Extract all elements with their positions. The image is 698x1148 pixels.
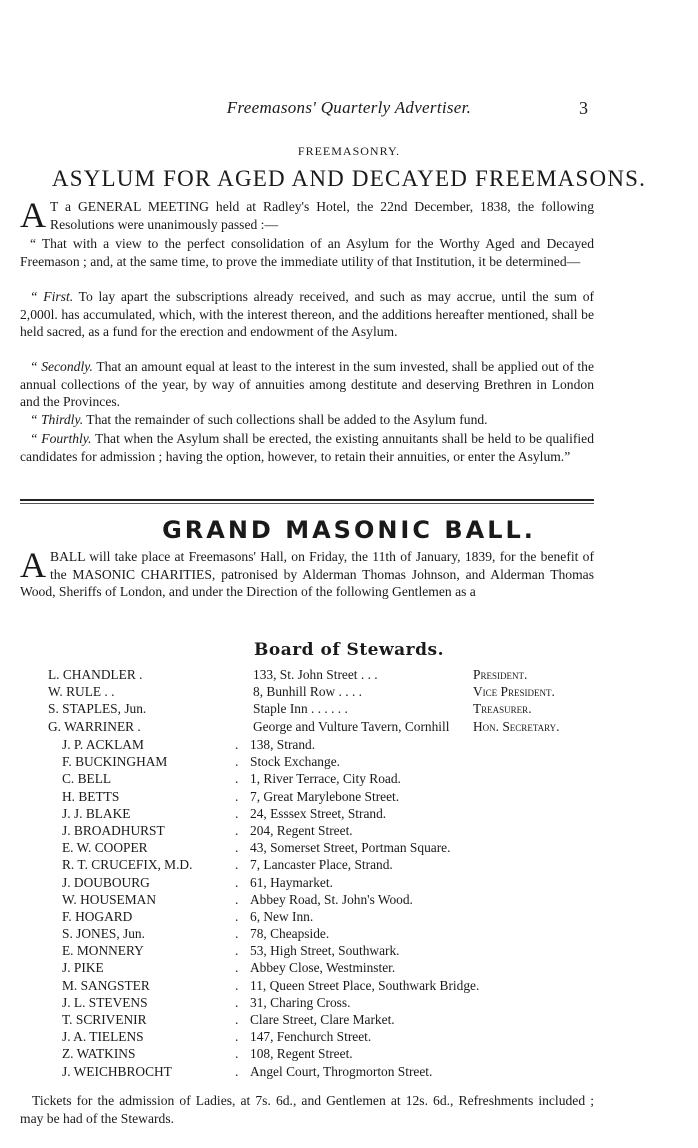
officer-address: George and Vulture Tavern, Cornhill <box>253 718 450 734</box>
resolution-second-text: That an amount equal at least to the interest in the sum invested, shall be applied out of the annual collections of the year, by way of annuities among destitute and deserving Brethren in London and the Provinces. <box>20 359 595 409</box>
section-divider-thin <box>20 503 594 504</box>
officer-office: Hon. Secretary. <box>473 718 560 734</box>
steward-address: Stock Exchange. <box>250 754 340 770</box>
steward-address: 31, Charing Cross. <box>250 994 351 1010</box>
resolution-fourth-text: That when the Asylum shall be erected, the existing annuitants shall be held to be qualified candidates for admission ; having the option, however, to retain their annuities, or enter the Asylum.” <box>20 431 594 464</box>
leader-dot: . <box>235 943 239 959</box>
leader-dot: . <box>235 1046 239 1062</box>
officer-office: Vice President. <box>473 684 555 700</box>
steward-name: W. HOUSEMAN <box>62 891 156 907</box>
leader-dot: . <box>235 840 239 856</box>
officer-name: W. RULE . . <box>48 684 115 700</box>
ball-intro <box>20 545 594 601</box>
leader-dot: . <box>235 977 239 993</box>
steward-address: 138, Strand. <box>250 737 316 752</box>
steward-name: S. JONES, Jun. <box>62 926 145 942</box>
steward-name: J. L. STEVENS <box>62 994 148 1010</box>
steward-address: Abbey Road, St. John's Wood. <box>250 891 413 907</box>
steward-name: F. HOGARD <box>62 908 133 924</box>
resolution-third-label: “ Thirdly. <box>30 412 84 427</box>
leader-dot: . <box>235 1063 239 1079</box>
leader-dot: . <box>235 737 239 752</box>
resolution-fourth <box>20 430 594 465</box>
leader-dot: . <box>235 926 239 942</box>
steward-name: E. W. COOPER <box>62 840 148 856</box>
officer-office: Treasurer. <box>473 701 532 717</box>
steward-address: Abbey Close, Westminster. <box>250 960 396 976</box>
steward-address: 1, River Terrace, City Road. <box>250 771 401 787</box>
steward-address: 204, Regent Street. <box>250 822 353 838</box>
ball-intro-text: BALL will take place at Freemasons' Hall, on Friday, the 11th of January, 1839, for the benefit of the MASONIC CHARITIES, patronised by Alderman Thomas Johnson, and Alderman Thomas Wood, Sheriffs of London, and under the Direction of the following Gentlemen as a <box>20 549 594 599</box>
steward-address: 53, High Street, Southwark. <box>250 943 400 959</box>
steward-name: J. DOUBOURG <box>62 874 150 890</box>
running-title: Freemasons' Quarterly Advertiser. <box>226 98 472 117</box>
resolution-first <box>20 288 594 341</box>
steward-address: 7, Lancaster Place, Strand. <box>250 857 393 873</box>
resolution-third <box>20 411 594 429</box>
resolution-second-label: “ Secondly. <box>30 359 93 374</box>
tickets-notice: Tickets for the admission of Ladies, at 7s. 6d., and Gentlemen at 12s. 6d., Refreshments included ; may be had of the Stewards. <box>20 1093 594 1126</box>
steward-name: E. MONNERY <box>62 943 144 959</box>
steward-address: 147, Fenchurch Street. <box>250 1029 372 1045</box>
leader-dot: . <box>235 857 239 873</box>
asylum-intro <box>20 195 594 235</box>
leader-dot: . <box>235 822 239 838</box>
section-divider-thick <box>20 499 594 501</box>
steward-address: 61, Haymarket. <box>250 874 333 890</box>
leader-dot: . <box>235 874 239 890</box>
steward-name: R. T. CRUCEFIX, M.D. <box>62 857 193 873</box>
leader-dot: . <box>235 891 239 907</box>
officer-address: 8, Bunhill Row . . . . <box>253 684 362 700</box>
steward-name: J. WEICHBROCHT <box>62 1063 172 1079</box>
steward-address: Clare Street, Clare Market. <box>250 1012 395 1027</box>
resolution-second <box>20 358 594 411</box>
steward-name: J. BROADHURST <box>62 822 165 838</box>
running-head <box>0 98 698 122</box>
leader-dot: . <box>235 960 239 976</box>
steward-name: Z. WATKINS <box>62 1046 136 1062</box>
officer-name: S. STAPLES, Jun. <box>48 701 147 717</box>
resolution-third-text: That the remainder of such collections shall be added to the Asylum fund. <box>86 412 488 427</box>
ball-headline: GRAND MASONIC BALL. <box>162 516 536 544</box>
section-label: FREEMASONRY. <box>297 144 401 158</box>
drop-cap: A <box>20 195 46 235</box>
steward-name: J. A. TIELENS <box>62 1029 144 1045</box>
steward-name: T. SCRIVENIR <box>62 1012 147 1027</box>
page-number: 3 <box>579 98 588 118</box>
leader-dot: . <box>235 754 239 770</box>
leader-dot: . <box>235 994 239 1010</box>
steward-name: C. BELL <box>62 771 112 787</box>
board-of-stewards-title: Board of Stewards. <box>254 640 444 660</box>
steward-name: J. P. ACKLAM <box>62 737 144 752</box>
steward-address: 6, New Inn. <box>250 908 314 924</box>
resolution-first-text: To lay apart the subscriptions already received, and such as may accrue, until the sum of 2,000l. has accumulated, which, with the interest thereon, and the additions hereafter mentioned, shall be held sacred, as a fund for the erection and endowment of the Asylum. <box>20 289 595 339</box>
steward-address: 108, Regent Street. <box>250 1046 353 1062</box>
resolution-fourth-label: “ Fourthly. <box>30 431 92 446</box>
resolution-preamble: “ That with a view to the perfect consolidation of an Asylum for the Worthy Aged and Decayed Freemason ; and, at the same time, to prove the immediate utility of that Institution, it be determined— <box>20 236 594 269</box>
leader-dot: . <box>235 1012 239 1027</box>
leader-dot: . <box>235 788 239 804</box>
leader-dot: . <box>235 771 239 787</box>
asylum-intro-text: T a GENERAL MEETING held at Radley's Hotel, the 22nd December, 1838, the following Resolutions were unanimously passed :— <box>50 199 594 232</box>
officer-name: L. CHANDLER . <box>48 667 143 682</box>
steward-address: 78, Cheapside. <box>250 926 330 942</box>
steward-name: H. BETTS <box>62 788 120 804</box>
leader-dot: . <box>235 908 239 924</box>
steward-name: J. PIKE <box>62 960 104 976</box>
officer-address: 133, St. John Street . . . <box>253 667 378 682</box>
steward-address: 7, Great Marylebone Street. <box>250 788 400 804</box>
steward-name: J. J. BLAKE <box>62 805 131 821</box>
leader-dot: . <box>235 805 239 821</box>
steward-address: 24, Esssex Street, Strand. <box>250 805 387 821</box>
leader-dot: . <box>235 1029 239 1045</box>
steward-address: Angel Court, Throgmorton Street. <box>250 1063 433 1079</box>
resolution-first-label: “ First. <box>30 289 74 304</box>
steward-address: 43, Somerset Street, Portman Square. <box>250 840 451 856</box>
asylum-headline: ASYLUM FOR AGED AND DECAYED FREEMASONS. <box>51 166 647 191</box>
steward-name: F. BUCKINGHAM <box>62 754 168 770</box>
officer-address: Staple Inn . . . . . . <box>253 701 348 717</box>
steward-address: 11, Queen Street Place, Southwark Bridge. <box>250 977 480 993</box>
steward-name: M. SANGSTER <box>62 977 150 993</box>
officer-office: President. <box>473 667 528 682</box>
drop-cap: A <box>20 545 46 585</box>
officer-name: G. WARRINER . <box>48 718 141 734</box>
